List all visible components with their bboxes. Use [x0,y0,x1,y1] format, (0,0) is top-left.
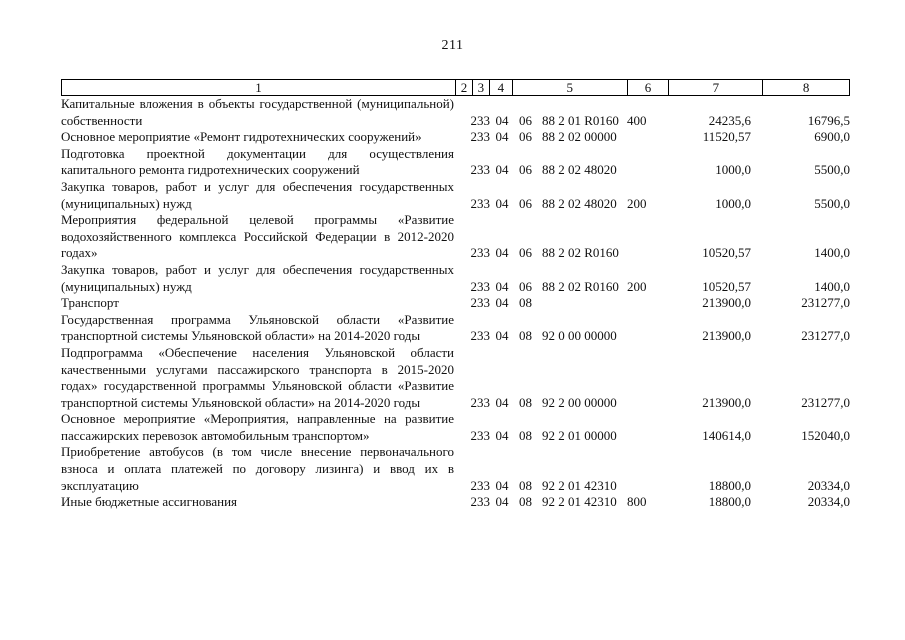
row-admin-code: 233 [470,245,490,261]
row-subsection: 06 [519,195,532,211]
row-admin-code: 233 [470,477,490,493]
table-row [61,444,850,494]
table-row [61,494,850,511]
row-target-article: 92 2 01 00000 [542,427,617,443]
header-col-1: 1 [62,80,456,95]
header-col-8: 8 [802,80,810,95]
row-section: 04 [495,494,509,510]
header-col-6: 6 [628,80,670,95]
row-section: 04 [495,328,509,344]
table-row [61,411,850,444]
row-subsection: 08 [519,427,532,443]
row-section: 04 [495,394,509,410]
page-number: 211 [441,38,464,53]
table-row [61,96,850,129]
row-name: Капитальные вложения в объекты государственной (муниципальной) собственности [61,96,454,128]
row-amount-year-1: 1000,0 [715,195,751,211]
row-section: 04 [495,278,509,294]
row-amount-year-2: 5500,0 [814,162,850,178]
table-row [61,312,850,345]
row-subsection: 06 [519,278,532,294]
row-amount-year-1: 18800,0 [708,494,751,510]
row-admin-code: 233 [470,427,490,443]
row-admin-code: 233 [470,129,490,145]
row-amount-year-1: 140614,0 [702,427,751,443]
header-col-7: 7 [669,80,763,95]
table-header [61,79,850,96]
row-subsection: 06 [519,162,532,178]
row-amount-year-1: 18800,0 [708,477,751,493]
row-name: Подготовка проектной документации для осуществления капитального ремонта гидротехнических сооружений [61,145,454,178]
row-amount-year-1: 213900,0 [702,295,751,311]
row-target-article: 88 2 02 00000 [542,129,617,145]
header-col-4: 4 [490,80,513,95]
row-name: Основное мероприятие «Мероприятия, направленные на развитие пассажирских перевозок автомобильным транспортом» [61,411,454,443]
row-section: 04 [495,195,509,211]
row-admin-code: 233 [470,112,490,128]
row-amount-year-2: 6900,0 [814,129,850,145]
row-amount-year-2: 5500,0 [814,195,850,211]
row-target-article: 88 2 02 48020 [542,195,617,211]
row-amount-year-1: 213900,0 [702,394,751,410]
table-row [61,129,850,146]
row-target-article: 92 0 00 00000 [542,328,617,344]
row-admin-code: 233 [470,278,490,294]
row-name: Мероприятия федеральной целевой программы «Развитие водохозяйственного комплекса Российской Федерации в 2012-2020 годах» [61,212,454,261]
row-subsection: 08 [519,494,532,510]
row-section: 04 [495,162,509,178]
row-section: 04 [495,427,509,443]
row-name: Государственная программа Ульяновской области «Развитие транспортной системы Ульяновской области» на 2014-2020 годы [61,311,454,344]
row-amount-year-2: 20334,0 [807,494,850,510]
row-subsection: 06 [519,245,532,261]
row-admin-code: 233 [470,162,490,178]
row-subsection: 08 [519,328,532,344]
row-name: Закупка товаров, работ и услуг для обеспечения государственных (муниципальных) нужд [61,261,454,294]
row-name: Закупка товаров, работ и услуг для обеспечения государственных (муниципальных) нужд [61,178,454,211]
row-name: Подпрограмма «Обеспечение населения Ульяновской области качественными услугами пассажирского транспорта в 2015-2020 годах» государственной программы Ульяновской области «Развитие транспортной системы Ульяновской области» на 2014-2020 годы [61,344,454,410]
row-section: 04 [495,295,509,311]
row-target-article: 88 2 02 R0160 [542,245,619,261]
row-target-article: 92 2 01 42310 [542,494,617,510]
row-admin-code: 233 [470,394,490,410]
row-amount-year-2: 231277,0 [801,295,850,311]
row-admin-code: 233 [470,494,490,510]
table-row [61,146,850,179]
header-col-5: 5 [513,80,628,95]
row-amount-year-1: 213900,0 [702,328,751,344]
row-amount-year-1: 24235,6 [708,112,751,128]
row-amount-year-1: 1000,0 [715,162,751,178]
row-amount-year-2: 231277,0 [801,328,850,344]
row-amount-year-2: 152040,0 [801,427,850,443]
row-name: Основное мероприятие «Ремонт гидротехнических сооружений» [61,129,422,145]
row-amount-year-1: 11520,57 [702,129,751,145]
row-target-article: 88 2 01 R0160 [542,112,619,128]
header-col-2: 2 [456,80,473,95]
row-expense-type: 800 [627,494,647,510]
row-admin-code: 233 [470,328,490,344]
row-admin-code: 233 [470,295,490,311]
row-target-article: 92 2 01 42310 [542,477,617,493]
row-subsection: 08 [519,477,532,493]
row-amount-year-2: 1400,0 [814,245,850,261]
row-section: 04 [495,245,509,261]
row-subsection: 06 [519,129,532,145]
row-subsection: 08 [519,295,532,311]
table-row [61,345,850,411]
table-row [61,212,850,262]
row-amount-year-2: 1400,0 [814,278,850,294]
row-target-article: 92 2 00 00000 [542,394,617,410]
row-section: 04 [495,112,509,128]
table-body [61,96,850,511]
row-amount-year-2: 16796,5 [807,112,850,128]
table-row [61,295,850,312]
row-name: Транспорт [61,295,119,311]
row-name: Иные бюджетные ассигнования [61,494,238,510]
row-expense-type: 400 [627,112,647,128]
row-expense-type: 200 [627,195,647,211]
row-amount-year-2: 231277,0 [801,394,850,410]
row-amount-year-2: 20334,0 [807,477,850,493]
row-name: Приобретение автобусов (в том числе внесение первоначального взноса и оплата платежей по договору лизинга) и ввод их в эксплуатацию [61,444,454,493]
row-expense-type: 200 [627,278,647,294]
row-amount-year-1: 10520,57 [702,245,751,261]
row-admin-code: 233 [470,195,490,211]
row-subsection: 08 [519,394,532,410]
row-section: 04 [495,477,509,493]
budget-table [61,79,850,511]
header-col-3: 3 [473,80,490,95]
row-subsection: 06 [519,112,532,128]
row-target-article: 88 2 02 R0160 [542,278,619,294]
row-amount-year-1: 10520,57 [702,278,751,294]
table-row [61,179,850,212]
table-row [61,262,850,295]
row-section: 04 [495,129,509,145]
row-target-article: 88 2 02 48020 [542,162,617,178]
